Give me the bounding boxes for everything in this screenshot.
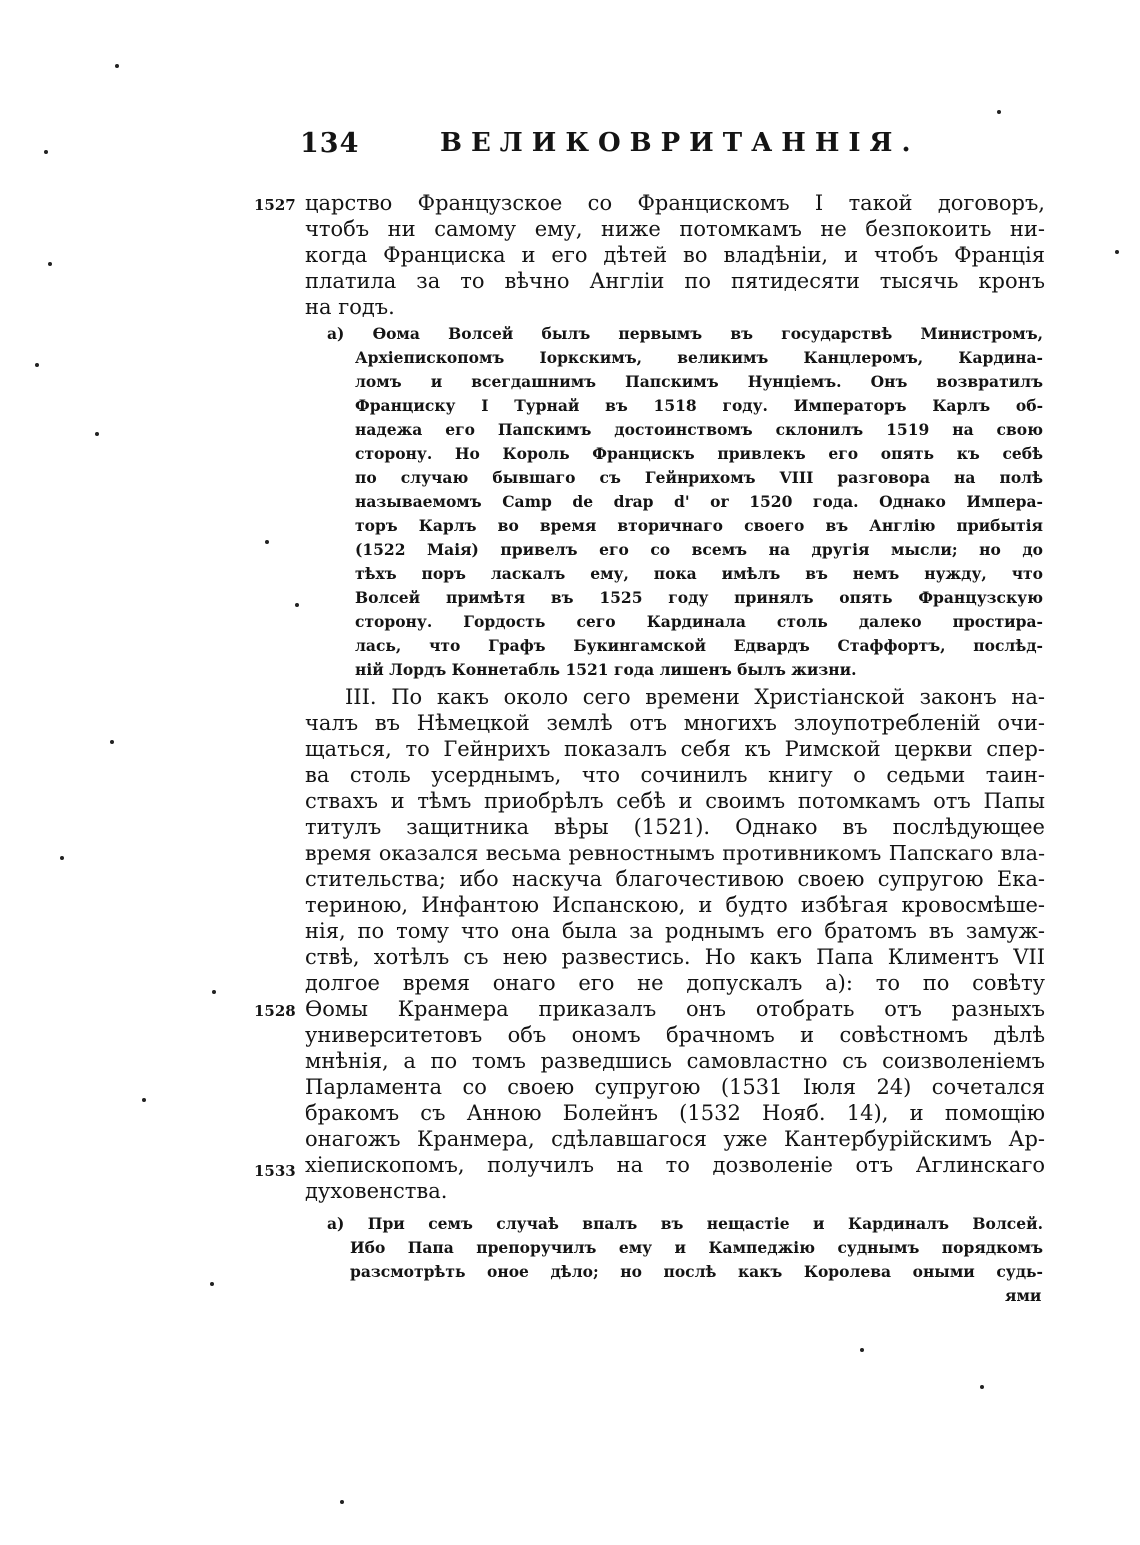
footnote-line: надежа его Папскимъ достоинствомъ склонилъ 1519 на свою bbox=[355, 420, 1043, 439]
text-line: духовенства. bbox=[305, 1179, 448, 1203]
footnote-line: тѣхъ поръ ласкалъ ему, пока имѣлъ въ немъ нужду, что bbox=[355, 564, 1043, 583]
footnote-line: ній Лордъ Коннетабль 1521 года лишенъ былъ жизни. bbox=[355, 660, 857, 679]
footnote-line: Архіепископомъ Іоркскимъ, великимъ Канцлеромъ, Кардина- bbox=[355, 348, 1043, 367]
footnote-line: торъ Карлъ во время вторичнаго своего въ Англію прибытія bbox=[355, 516, 1043, 535]
margin-year-1533: 1533 bbox=[254, 1162, 296, 1180]
text-line: на годъ. bbox=[305, 295, 395, 319]
footnote-line: a) При семъ случаѣ впалъ въ нещастіе и Кардиналъ Волсей. bbox=[327, 1214, 1043, 1233]
text-line: долгое время онаго его не допускалъ a): то по совѣту bbox=[305, 971, 1045, 995]
page-header bbox=[300, 128, 1040, 168]
scan-speck bbox=[60, 856, 64, 860]
text-line: когда Франциска и его дѣтей во владѣніи, и чтобъ Франція bbox=[305, 243, 1045, 267]
footnote-line: ломъ и всегдашнимъ Папскимъ Нунціемъ. Онъ возвратилъ bbox=[355, 372, 1043, 391]
scan-speck bbox=[44, 150, 48, 154]
text-line: щаться, то Гейнрихъ показалъ себя къ Римской церкви спер- bbox=[305, 737, 1045, 761]
scan-speck bbox=[997, 110, 1001, 114]
scan-speck bbox=[95, 432, 99, 436]
footnote-line: ями bbox=[1005, 1286, 1042, 1305]
text-line: онагожъ Кранмера, сдѣлавшагося уже Кантербурійскимъ Ар- bbox=[305, 1127, 1045, 1151]
text-line: нія, по тому что она была за роднымъ его братомъ въ замуж- bbox=[305, 919, 1045, 943]
text-line: платила за то вѣчно Англіи по пятидесяти тысячь кронъ bbox=[305, 269, 1045, 293]
text-line: ствѣ, хотѣлъ съ нею развестись. Но какъ Папа Климентъ VII bbox=[305, 945, 1045, 969]
margin-year-1528: 1528 bbox=[254, 1002, 296, 1020]
scan-speck bbox=[265, 540, 269, 544]
scan-speck bbox=[210, 1282, 214, 1286]
scan-speck bbox=[35, 363, 39, 367]
footnote-line: Франциску I Турнай въ 1518 году. Императоръ Карлъ об- bbox=[355, 396, 1043, 415]
scan-speck bbox=[860, 1348, 864, 1352]
text-line: царство Французское со Францискомъ I такой договоръ, bbox=[305, 191, 1045, 215]
text-line: хіепископомъ, получилъ на то дозволеніе отъ Аглинскаго bbox=[305, 1153, 1045, 1177]
running-title: ВЕЛИКОВРИТАННІЯ. bbox=[440, 128, 920, 158]
text-line: III. По какъ около сего времени Христіанской законъ на- bbox=[345, 685, 1045, 709]
text-line: мнѣнія, а по томъ разведшись самовластно съ соизволеніемъ bbox=[305, 1049, 1045, 1073]
text-line: титулъ защитника вѣры (1521). Однако въ послѣдующее bbox=[305, 815, 1045, 839]
scan-speck bbox=[48, 262, 52, 266]
scan-speck bbox=[1115, 250, 1119, 254]
text-line: Парламента со своею супругою (1531 Іюля 24) сочетался bbox=[305, 1075, 1045, 1099]
text-line: териною, Инфантою Испанскою, и будто избѣгая кровосмѣше- bbox=[305, 893, 1045, 917]
text-line: ствахъ и тѣмъ приобрѣлъ себѣ и своимъ потомкамъ отъ Папы bbox=[305, 789, 1045, 813]
scan-speck bbox=[110, 740, 114, 744]
margin-year-1527: 1527 bbox=[254, 196, 296, 214]
footnote-line: Волсей примѣтя въ 1525 году принялъ опять Французскую bbox=[355, 588, 1043, 607]
footnote-line: лась, что Графъ Букингамской Едвардъ Стаффортъ, послѣд- bbox=[355, 636, 1043, 655]
scan-speck bbox=[295, 603, 299, 607]
footnote-line: сторону. Гордость сего Кардинала столь далеко простира- bbox=[355, 612, 1043, 631]
footnote-line: разсмотрѣть оное дѣло; но послѣ какъ Королева оными судь- bbox=[350, 1262, 1043, 1281]
footnote-line: сторону. Но Король Францискъ привлекъ его опять къ себѣ bbox=[355, 444, 1043, 463]
text-line: бракомъ съ Анною Болейнъ (1532 Нояб. 14), и помощію bbox=[305, 1101, 1045, 1125]
scan-speck bbox=[212, 990, 216, 994]
page-number: 134 bbox=[300, 128, 360, 159]
scan-speck bbox=[115, 64, 119, 68]
footnote-line: называемомъ Camp de drap d' or 1520 года. Однако Импера- bbox=[355, 492, 1043, 511]
footnote-line: (1522 Маія) привелъ его со всемъ на другія мысли; но до bbox=[355, 540, 1043, 559]
footnote-line: по случаю бывшаго съ Гейнрихомъ VIII разговора на полѣ bbox=[355, 468, 1043, 487]
text-line: чалъ въ Нѣмецкой землѣ отъ многихъ злоупотребленій очи- bbox=[305, 711, 1045, 735]
scan-speck bbox=[340, 1500, 344, 1504]
text-line: стительства; ибо наскуча благочестивою своею супругою Ека- bbox=[305, 867, 1045, 891]
footnote-line: a) Ѳома Волсей былъ первымъ въ государствѣ Министромъ, bbox=[327, 324, 1043, 343]
scan-speck bbox=[142, 1098, 146, 1102]
text-line: ва столь усерднымъ, что сочинилъ книгу о седьми таин- bbox=[305, 763, 1045, 787]
text-line: университетовъ объ ономъ брачномъ и совѣстномъ дѣлѣ bbox=[305, 1023, 1045, 1047]
footnote-line: Ибо Папа препоручилъ ему и Кампеджію суднымъ порядкомъ bbox=[350, 1238, 1043, 1257]
text-line: время оказался весьма ревностнымъ противникомъ Папскаго вла- bbox=[305, 841, 1045, 865]
scan-speck bbox=[980, 1385, 984, 1389]
text-line: чтобъ ни самому ему, ниже потомкамъ не безпокоить ни- bbox=[305, 217, 1045, 241]
text-line: Ѳомы Кранмера приказалъ онъ отобрать отъ разныхъ bbox=[305, 997, 1045, 1021]
